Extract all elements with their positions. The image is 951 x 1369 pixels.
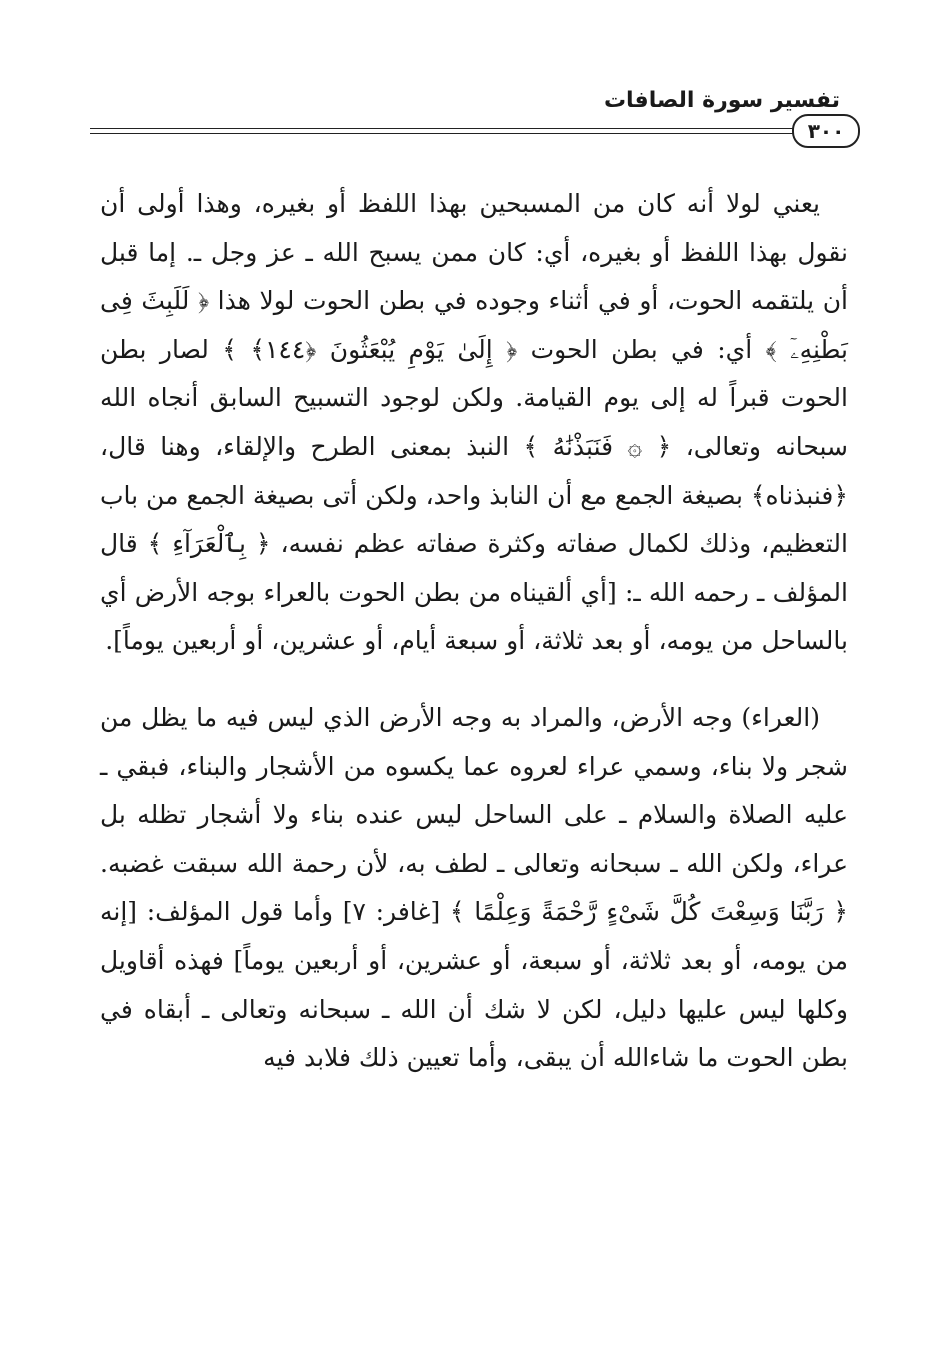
running-title: تفسير سورة الصافات <box>603 88 840 113</box>
paragraph: يعني لولا أنه كان من المسبحين بهذا اللفظ أو بغيره، وهذا أولى أن نقول بهذا اللفظ أو بغيره، أي: كان ممن يسبح الله ـ عز وجل ـ. إما قبل أن يلتقمه الحوت، أو في أثناء وجوده في بطن الحوت لولا هذا ﴿ لَلَبِثَ فِى بَطْنِهِۦٓ ﴾ أي: في بطن الحوت ﴿ إِلَىٰ يَوْمِ يُبْعَثُونَ ﴿١٤٤﴾ ﴾ لصار بطن الحوت قبراً له إلى يوم القيامة. ولكن لوجود التسبيح السابق أنجاه الله سبحانه وتعالى، ﴿ ۞ فَنَبَذْنَٰهُ ﴾ النبذ بمعنى الطرح والإلقاء، وهنا قال، ﴿فنبذناه﴾ بصيغة الجمع مع أن النابذ واحد، ولكن أتى بصيغة الجمع من باب التعظيم، وذلك لكمال صفاته وكثرة صفاته عظم نفسه، ﴿ بِٱلْعَرَآءِ ﴾ قال المؤلف ـ رحمه الله ـ: [أي ألقيناه من بطن الحوت بالعراء بوجه الأرض أي بالساحل من يومه، أو بعد ثلاثة، أو سبعة أيام، أو عشرين، أو أربعين يوماً]. <box>100 189 848 656</box>
paragraph: (العراء) وجه الأرض، والمراد به وجه الأرض الذي ليس فيه ما يظل من شجر ولا بناء، وسمي عراء لعروه عما يكسوه من الأشجار والبناء، فبقي ـ عليه الصلاة والسلام ـ على الساحل ليس عنده بناء ولا أشجار تظله بل عراء، ولكن الله ـ سبحانه وتعالى ـ لطف به، لأن رحمة الله سبقت غضبه. ﴿ رَبَّنَا وَسِعْتَ كُلَّ شَىْءٍ رَّحْمَةً وَعِلْمًا ﴾ [غافر: ٧] وأما قول المؤلف: [إنه من يومه، أو بعد ثلاثة، أو سبعة، أو عشرين، أو أربعين يوماً] فهذه أقاويل وكلها ليس عليها دليل، لكن لا شك أن الله ـ سبحانه وتعالى ـ أبقاه في بطن الحوت ما شاءالله أن يبقى، وأما تعيين ذلك فلابد فيه <box>100 702 848 1073</box>
page-number: ٣٠٠ <box>792 114 860 148</box>
page-body <box>100 180 848 1083</box>
header-rule <box>90 128 795 134</box>
page-header <box>90 84 860 160</box>
